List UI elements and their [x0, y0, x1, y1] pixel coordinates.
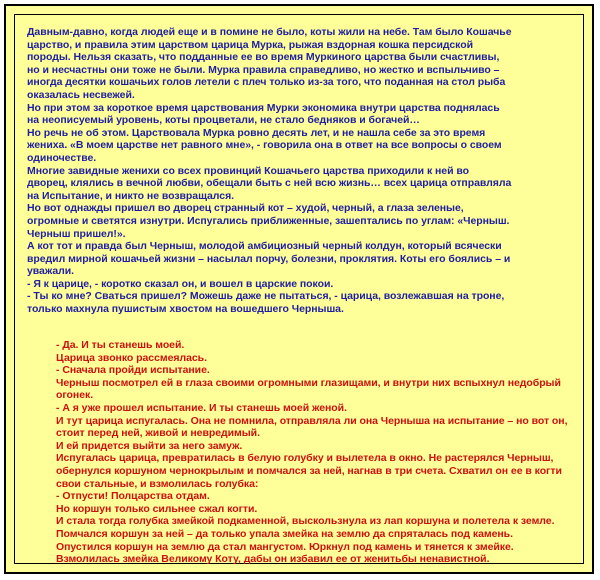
story-part-two — [56, 339, 576, 566]
story-line: огромные и светятся изнутри. Испугались приближенные, зашептались по углам: «Черныш. — [27, 214, 510, 227]
story-line: Но вот однажды пришел во дворец странный кот – худой, черный, а глаза зеленые, — [27, 202, 464, 215]
story-line: - Я к царице, - коротко сказал он, и вошел в царские покои. — [27, 277, 334, 290]
story-line: И тут царица испугалась. Она не помнила, отправляла ли она Черныша на испытание – но вот он, — [56, 414, 568, 427]
story-line: - А я уже прошел испытание. И ты станешь моей женой. — [56, 401, 347, 414]
story-line: Царица звонко рассмеялась. — [56, 351, 207, 364]
story-line: Черныш пришел!». — [27, 227, 126, 240]
story-line: - Сначала пройди испытание. — [56, 364, 210, 377]
story-line: на неописуемый уровень, коты процветали, не стало бедняков и богачей… — [27, 114, 420, 127]
story-line: Но коршун только сильнее сжал когти. — [56, 502, 258, 515]
story-line: Но при этом за короткое время царствования Мурки экономика внутри царства поднялась — [27, 101, 500, 114]
story-line: обернулся коршуном чернокрылым и помчался за ней, нагнав в три счета. Схватил он ее в когти — [56, 464, 562, 477]
story-line: Многие завидные женихи со всех провинций Кошачьего царства приходили к ней во — [27, 164, 470, 177]
page-frame — [4, 4, 594, 574]
story-line: - Ты ко мне? Сваться пришел? Можешь даже не пытаться, - царица, возлежавшая на троне, — [27, 290, 505, 303]
story-line: Помчался коршун за ней – да только упала змейка на землю да спряталась под камень. — [56, 527, 513, 540]
story-line: одиночестве. — [27, 151, 97, 164]
story-line: уважали. — [27, 265, 75, 278]
story-line: оказалась несвежей. — [27, 88, 135, 101]
story-line: огонек. — [56, 389, 94, 402]
story-line: - Отпусти! Полцарства отдам. — [56, 490, 210, 503]
inner-border — [14, 14, 584, 564]
story-line: И ей придется выйти за него замуж. — [56, 439, 243, 452]
story-line: только махнула пушистым хвостом на вошедшего Черныша. — [27, 303, 344, 316]
story-part-one — [27, 26, 577, 316]
story-line: Давным-давно, когда людей еще и в помине не было, коты жили на небе. Там было Кошачье — [27, 26, 512, 38]
story-line: стоит перед ней, живой и невредимый. — [56, 427, 260, 440]
story-line: Взмолилась змейка Великому Коту, дабы он избавил ее от женитьбы ненавистной. — [56, 553, 490, 566]
story-line: вредил мирной кошачьей жизни – насылал порчу, болезни, проклятия. Коты его боялись – и — [27, 252, 511, 265]
story-line: Но речь не об этом. Царствовала Мурка ровно десять лет, и не нашла себе за это время — [27, 126, 486, 139]
story-line: И стала тогда голубка змейкой подкаменной, выскользнула из лап коршуна и полетела к земле. — [56, 515, 555, 528]
story-line: А кот тот и правда был Черныш, молодой амбициозный черный колдун, который всячески — [27, 240, 502, 253]
story-line: жениха. «В моем царстве нет равного мне», - говорила она в ответ на все вопросы о своем — [27, 139, 502, 152]
story-line: Опустился коршун на землю да стал мангустом. Юркнул под камень и тянется к змейке. — [56, 540, 514, 553]
story-line: но и несчастны они тоже не были. Мурка правила справедливо, но жестко и вспыльчиво – — [27, 63, 500, 76]
story-line: Испугалась царица, превратилась в белую голубку и вылетела в окно. Не растерялся Черныш, — [56, 452, 554, 465]
story-line: иногда десятки кошачьих голов летели с плеч только из-за того, что поданная на стол рыба — [27, 76, 506, 89]
story-line: Черныш посмотрел ей в глаза своими огромными глазищами, и внутри них вспыхнул недобрый — [56, 376, 561, 389]
story-line: дворец, клялись в вечной любви, обещали быть с ней всю жизнь… всех царица отправляла — [27, 177, 512, 190]
story-line: свои стальные, и взмолилась голубка: — [56, 477, 259, 490]
story-line: царство, и правила этим царством царица Мурка, рыжая вздорная кошка персидской — [27, 38, 474, 51]
story-line: породы. Нельзя сказать, что подданные ее во время Муркиного царства были счастливы, — [27, 51, 500, 64]
story-line: - Да. И ты станешь моей. — [56, 339, 185, 351]
story-line: на Испытание, и никто не возвращался. — [27, 189, 235, 202]
